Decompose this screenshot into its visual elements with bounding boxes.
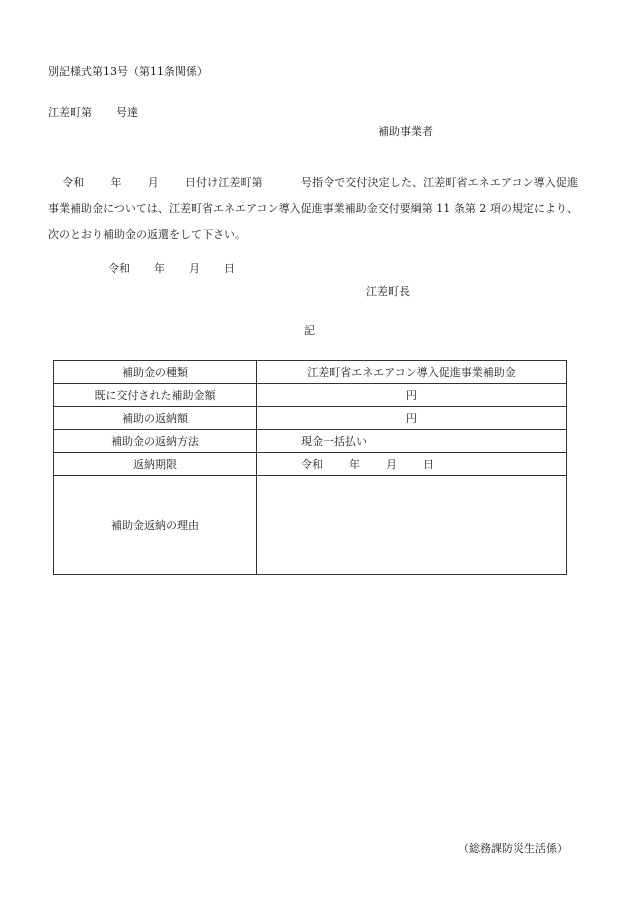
deadline-era: 令和: [301, 458, 323, 471]
notice-number-prefix: 江差町第: [48, 106, 92, 119]
recipient: 補助事業者: [378, 125, 433, 138]
deadline-year: 年: [349, 458, 360, 471]
table-row: [54, 384, 567, 407]
table-row: [54, 430, 567, 453]
granted-amount-label: 既に交付された補助金額: [54, 384, 257, 407]
return-deadline-value: [257, 453, 567, 476]
date-era: 令和: [108, 262, 130, 275]
body-year: 年: [110, 176, 122, 189]
notice-number: [48, 107, 138, 118]
ki-heading: 記: [304, 324, 315, 337]
date-month: 月: [189, 262, 200, 275]
date-year: 年: [154, 262, 165, 275]
return-reason-value: [257, 476, 567, 575]
subsidy-type-value: 江差町省エネエアコン導入促進事業補助金: [257, 361, 567, 384]
body-paragraph: [48, 170, 578, 248]
table-row: [54, 476, 567, 575]
date-day: 日: [224, 262, 235, 275]
body-era: 令和: [62, 176, 85, 189]
return-amount-value: 円: [257, 407, 567, 430]
date-line: [108, 263, 235, 274]
notice-number-suffix: 号達: [116, 106, 138, 119]
table-row: [54, 407, 567, 430]
form-number: 別記様式第13号（第11条関係）: [48, 65, 208, 78]
issuer: 江差町長: [366, 285, 410, 298]
body-day-part: 日付け江差町第: [184, 176, 263, 189]
table-row: [54, 361, 567, 384]
body-rest: 号指令で交付決定した、江差町省エネエアコン導入促進事業補助金については、江差町省エネエアコン導入促進事業補助金交付要綱第 11 条第 2 項の規定により、次のとおり補助金の返還をして下さい。: [48, 176, 579, 241]
return-deadline-label: 返納期限: [54, 453, 257, 476]
body-month: 月: [147, 176, 159, 189]
return-reason-label: 補助金返納の理由: [54, 476, 257, 575]
table-row: [54, 453, 567, 476]
return-method-value: 現金一括払い: [257, 430, 567, 453]
subsidy-info-table: [53, 360, 567, 575]
footer-department: （総務課防災生活係）: [458, 842, 568, 855]
return-amount-label: 補助の返納額: [54, 407, 257, 430]
return-method-label: 補助金の返納方法: [54, 430, 257, 453]
deadline-day: 日: [423, 458, 434, 471]
subsidy-type-label: 補助金の種類: [54, 361, 257, 384]
granted-amount-value: 円: [257, 384, 567, 407]
deadline-month: 月: [386, 458, 397, 471]
